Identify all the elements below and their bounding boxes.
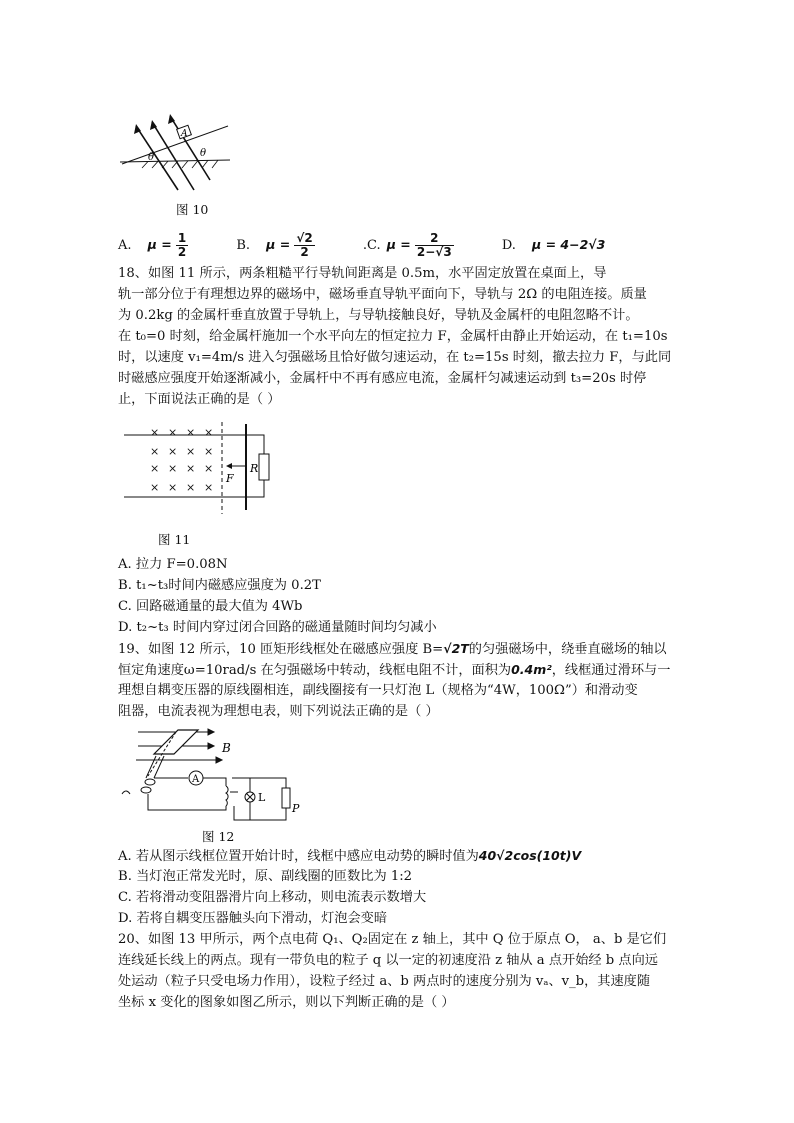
magnetic-field-crosses <box>150 426 213 494</box>
figure-10-caption: 图 10 <box>176 202 209 217</box>
q18-option-a[interactable]: A. 拉力 F=0.08N <box>118 557 228 572</box>
figure-11 <box>124 422 274 518</box>
q18-line-5: 时，以速度 v₁=4m/s 进入匀强磁场且恰好做匀速运动，在 t₂=15s 时刻，撤去拉力 F，与此同 <box>118 350 672 365</box>
q18-option-d[interactable]: D. t₂~t₃ 时间内穿过闭合回路的磁通量随时间均匀减小 <box>118 620 437 635</box>
ammeter-label: A <box>192 774 200 785</box>
figure-11-caption: 图 11 <box>158 532 191 547</box>
figure-10 <box>118 112 238 194</box>
q18-line-7: 止，下面说法正确的是（ ） <box>118 392 281 407</box>
force-label: F <box>226 472 234 485</box>
svg-text:×: × <box>168 426 178 439</box>
q17-options <box>118 232 627 259</box>
resistor-label: R <box>250 462 259 475</box>
lamp-label: L <box>258 791 266 804</box>
q20-line-4: 坐标 x 变化的图象如图乙所示，则以下判断正确的是（ ） <box>118 995 455 1010</box>
figure-12 <box>118 726 308 826</box>
q19-line-4: 阻器，电流表视为理想电表，则下列说法正确的是（ ） <box>118 704 439 719</box>
q18-line-1: 18、如图 11 所示，两条粗糙平行导轨间距离是 0.5m，水平固定放置在桌面上，导 <box>118 266 607 281</box>
block-label: A <box>181 129 188 139</box>
q19-option-d[interactable]: D. 若将自耦变压器触头向下滑动，灯泡会变暗 <box>118 911 388 926</box>
q20-line-1: 20、如图 13 甲所示，两个点电荷 Q₁、Q₂固定在 z 轴上，其中 Q 位于原点 O， a、b 是它们 <box>118 932 667 947</box>
q19-line-3: 理想自耦变压器的原线圈相连，副线圈接有一只灯泡 L（规格为“4W，100Ω”）和滑动变 <box>118 683 638 698</box>
option-b[interactable]: B. μ = $\frac{√2}{2}$ <box>236 231 313 259</box>
q20-line-2: 连线延长线上的两点。现有一带负电的粒子 q 以一定的初速度沿 z 轴从 a 点开始经 b 点向远 <box>118 953 658 968</box>
q18-line-6: 时磁感应强度开始逐渐减小，金属杆中不再有感应电流，金属杆匀减速运动到 t₃=20s 时停 <box>118 371 647 386</box>
field-label: B <box>222 741 231 755</box>
q19-option-b[interactable]: B. 当灯泡正常发光时，原、副线圈的匝数比为 1:2 <box>118 869 413 884</box>
q18-option-b[interactable]: B. t₁~t₃时间内磁感应强度为 0.2T <box>118 578 321 593</box>
q19-option-a[interactable]: A. 若从图示线框位置开始计时，线框中感应电动势的瞬时值为40√2cos(10t)V <box>118 848 582 864</box>
svg-text:×: × <box>150 445 160 458</box>
q18-option-c[interactable]: C. 回路磁通量的最大值为 4Wb <box>118 599 303 614</box>
q20-line-3: 处运动（粒子只受电场力作用），设粒子经过 a、b 两点时的速度分别为 vₐ、v_b，其速度随 <box>118 974 651 989</box>
option-a[interactable]: A. μ = $\frac{1}{2}$ <box>118 231 187 259</box>
svg-text:×: × <box>204 462 214 475</box>
svg-text:×: × <box>168 462 178 475</box>
svg-text:×: × <box>168 445 178 458</box>
q18-line-3: 为 0.2kg 的金属杆垂直放置于导轨上，与导轨接触良好，导轨及金属杆的电阻忽略不计。 <box>118 308 639 323</box>
svg-text:×: × <box>204 445 214 458</box>
theta-label-left: θ <box>148 152 155 163</box>
theta-label-right: θ <box>200 148 207 159</box>
option-d[interactable]: D. μ = 4−2√3 <box>501 237 606 253</box>
svg-text:×: × <box>150 426 160 439</box>
svg-text:×: × <box>150 462 160 475</box>
svg-text:×: × <box>204 481 214 494</box>
svg-text:×: × <box>186 481 196 494</box>
svg-text:×: × <box>150 481 160 494</box>
q18-line-4: 在 t₀=0 时刻，给金属杆施加一个水平向左的恒定拉力 F，金属杆由静止开始运动，在 t₁=10s <box>118 329 668 344</box>
q18-line-2: 轨一部分位于有理想边界的磁场中，磁场垂直导轨平面向下，导轨与 2Ω 的电阻连接。质量 <box>118 287 647 302</box>
svg-text:×: × <box>168 481 178 494</box>
q19-option-c[interactable]: C. 若将滑动变阻器滑片向上移动，则电流表示数增大 <box>118 890 427 905</box>
slider-label: P <box>292 802 300 815</box>
svg-text:×: × <box>204 426 214 439</box>
svg-text:×: × <box>186 426 196 439</box>
svg-text:×: × <box>186 445 196 458</box>
option-c[interactable]: .C. μ = $\frac{2}{2-√3}$ <box>362 231 452 259</box>
q19-line-2: 恒定角速度ω=10rad/s 在匀强磁场中转动，线框电阻不计，面积为0.4m²，线框通过滑环与一 <box>118 662 671 678</box>
svg-text:×: × <box>186 462 196 475</box>
q19-line-1: 19、如图 12 所示，10 匝矩形线框处在磁感应强度 B=√2T的匀强磁场中，绕垂直磁场的轴以 <box>118 641 667 657</box>
figure-12-caption: 图 12 <box>202 829 235 844</box>
